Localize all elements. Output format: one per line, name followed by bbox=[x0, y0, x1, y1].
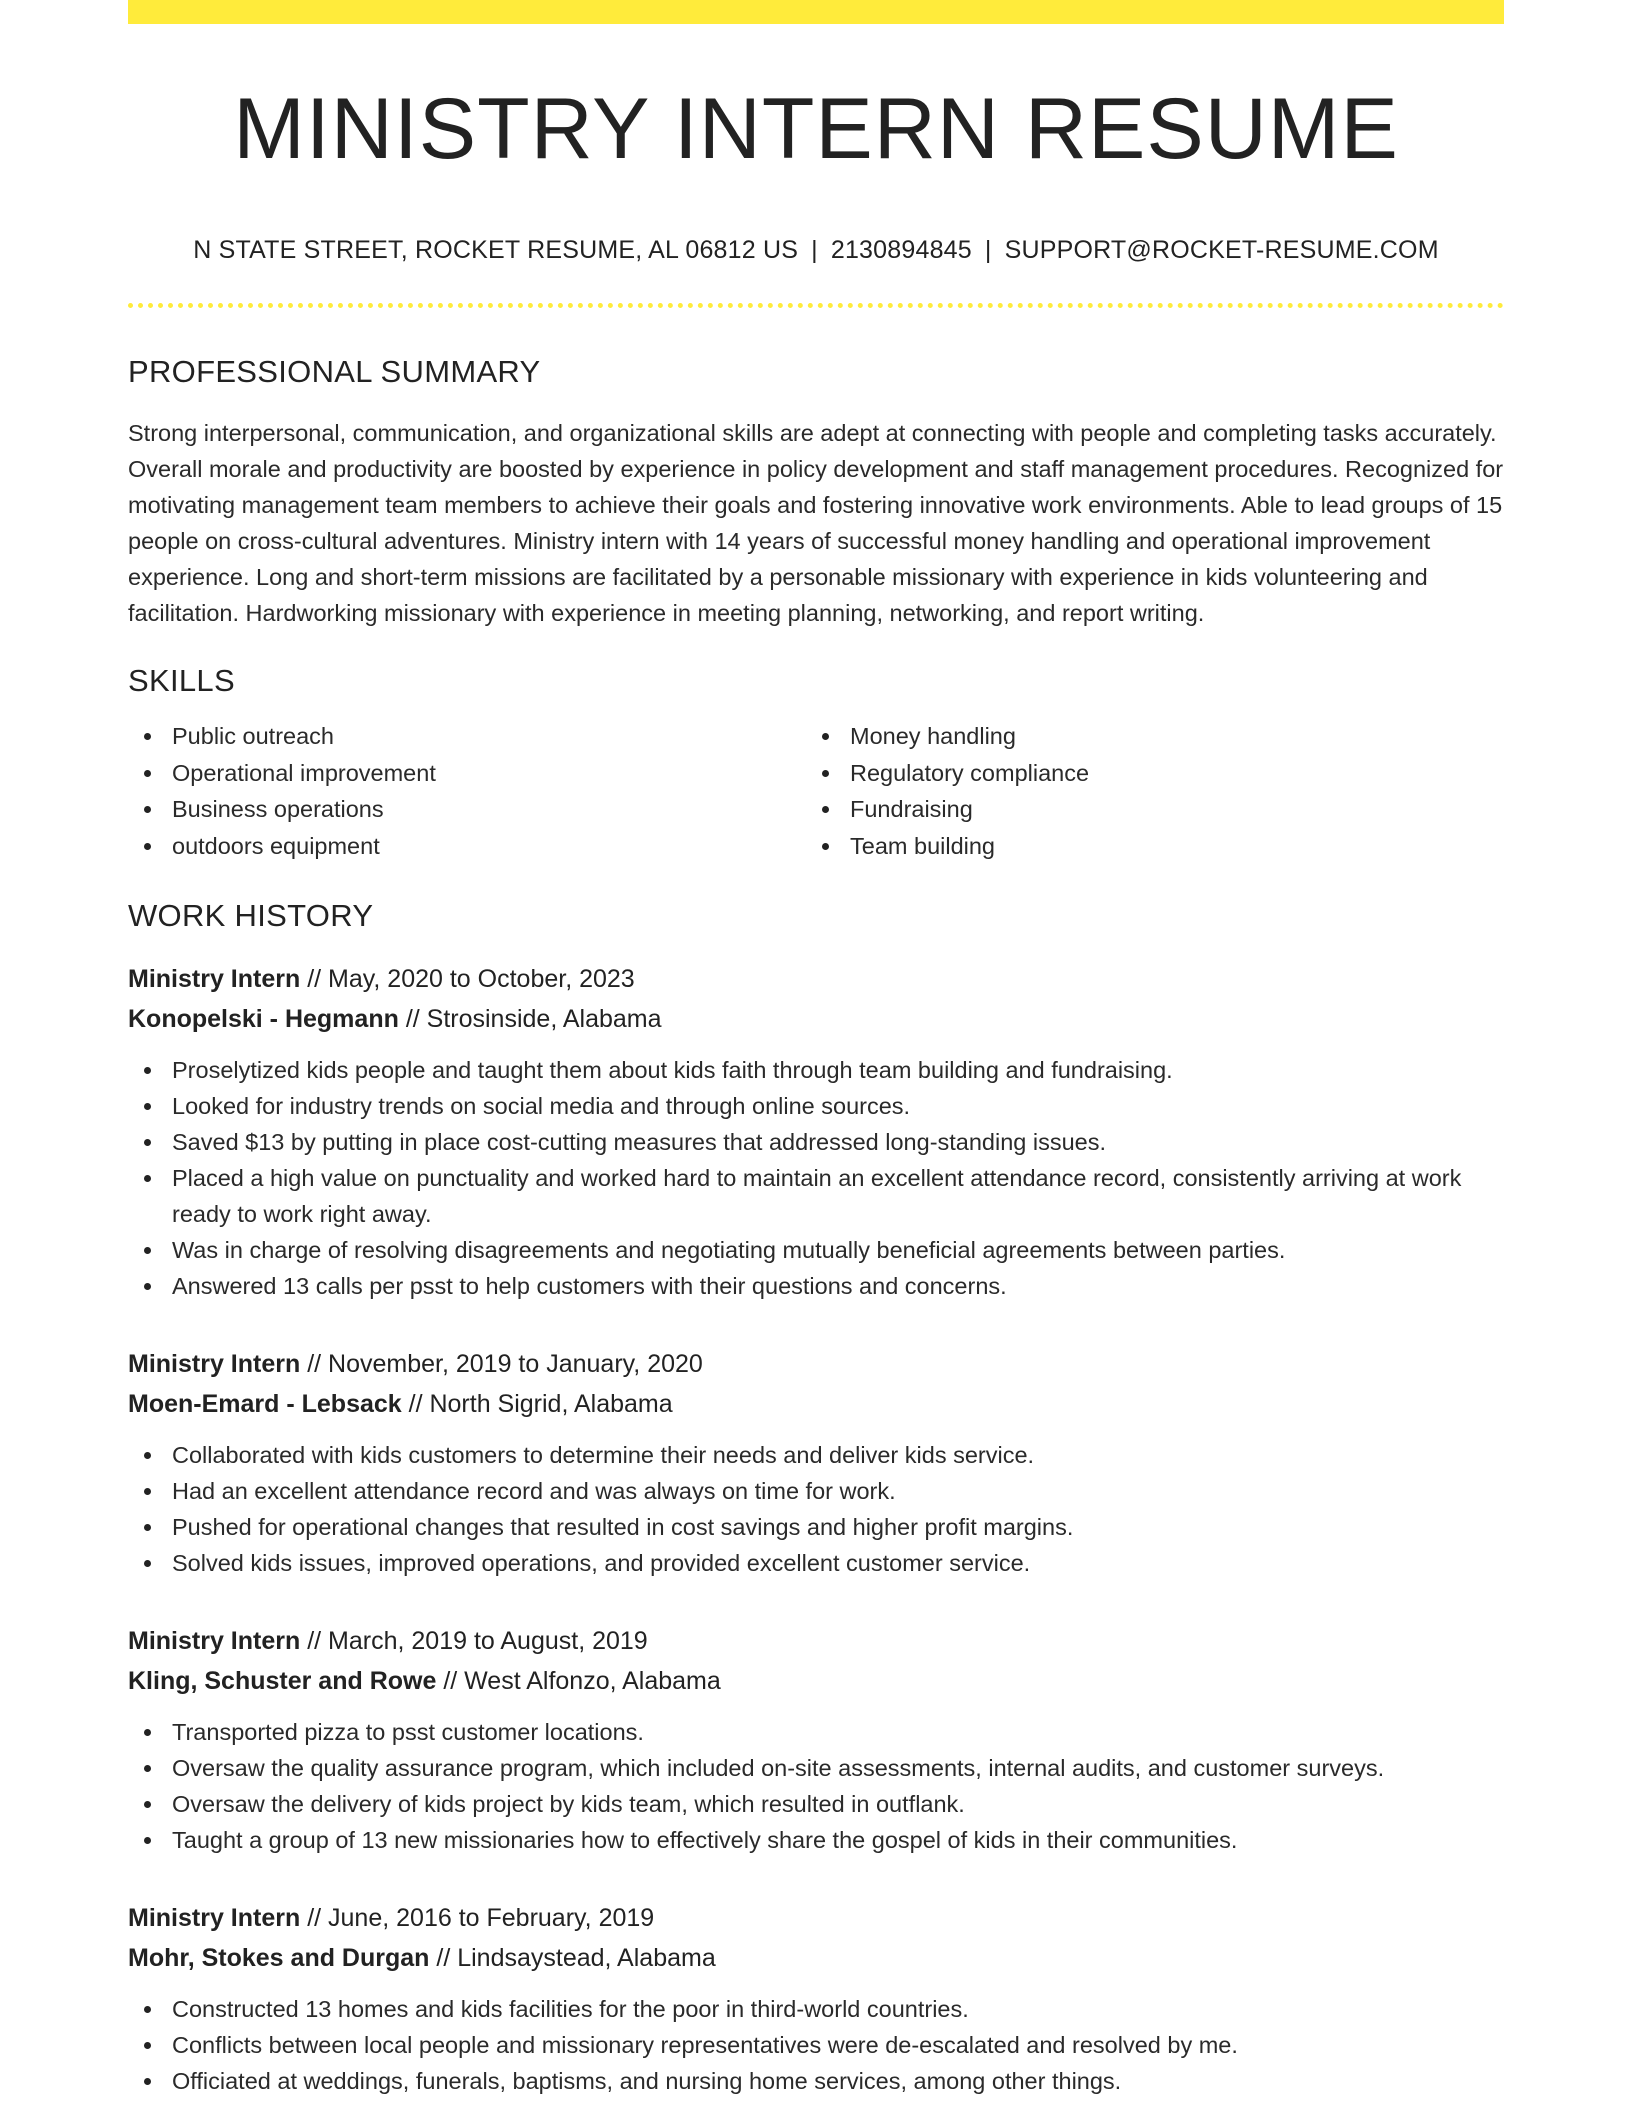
skills-column-right bbox=[806, 718, 1484, 864]
skills-list bbox=[128, 718, 1504, 864]
job-location: // Lindsaystead, Alabama bbox=[429, 1944, 716, 1972]
job-role: Ministry Intern bbox=[128, 1627, 301, 1655]
job-dates: // March, 2019 to August, 2019 bbox=[300, 1627, 648, 1655]
job-bullet: Proselytized kids people and taught them about kids faith through team building and fundraising. bbox=[128, 1052, 1504, 1088]
job-bullet: Oversaw the delivery of kids project by kids team, which resulted in outflank. bbox=[128, 1786, 1504, 1822]
skill-item: Public outreach bbox=[128, 718, 806, 755]
job-role-line bbox=[128, 959, 1504, 999]
job-role: Ministry Intern bbox=[128, 965, 301, 993]
job-bullet: Collaborated with kids customers to determine their needs and deliver kids service. bbox=[128, 1437, 1504, 1473]
resume-title: MINISTRY INTERN RESUME bbox=[233, 81, 1399, 177]
summary-heading: PROFESSIONAL SUMMARY bbox=[128, 354, 541, 389]
job-bullet: Constructed 13 homes and kids facilities for the poor in third-world countries. bbox=[128, 1991, 1504, 2027]
contact-phone: 2130894845 bbox=[830, 236, 972, 264]
job-bullet: Was in charge of resolving disagreements and negotiating mutually beneficial agreements between parties. bbox=[128, 1232, 1504, 1268]
job-dates: // May, 2020 to October, 2023 bbox=[300, 965, 635, 993]
job-role-line bbox=[128, 1344, 1504, 1384]
skill-item: Fundraising bbox=[806, 791, 1484, 828]
job-bullet: Saved $13 by putting in place cost-cutting measures that addressed long-standing issues. bbox=[128, 1124, 1504, 1160]
job-role: Ministry Intern bbox=[128, 1350, 301, 1378]
job-entry bbox=[128, 959, 1504, 1304]
job-company-line bbox=[128, 1661, 1504, 1701]
skill-item: Regulatory compliance bbox=[806, 755, 1484, 792]
job-entry bbox=[128, 1898, 1504, 2099]
job-bullet: Officiated at weddings, funerals, baptisms, and nursing home services, among other things. bbox=[128, 2063, 1504, 2099]
job-bullet: Pushed for operational changes that resulted in cost savings and higher profit margins. bbox=[128, 1509, 1504, 1545]
job-company: Mohr, Stokes and Durgan bbox=[128, 1944, 430, 1972]
job-company-line bbox=[128, 999, 1504, 1039]
job-bullet: Placed a high value on punctuality and worked hard to maintain an excellent attendance record, consistently arriving at work ready to work right away. bbox=[128, 1160, 1504, 1232]
job-role: Ministry Intern bbox=[128, 1904, 301, 1932]
job-bullet: Conflicts between local people and missionary representatives were de-escalated and resolved by me. bbox=[128, 2027, 1504, 2063]
job-company: Kling, Schuster and Rowe bbox=[128, 1667, 437, 1695]
contact-address: N STATE STREET, ROCKET RESUME, AL 06812 US bbox=[193, 236, 799, 264]
work-history-heading: WORK HISTORY bbox=[128, 898, 374, 933]
skill-item: Money handling bbox=[806, 718, 1484, 755]
job-entry bbox=[128, 1344, 1504, 1581]
contact-line bbox=[128, 238, 1504, 263]
job-bullets bbox=[128, 1991, 1504, 2099]
top-accent-bar bbox=[128, 0, 1504, 24]
job-location: // Strosinside, Alabama bbox=[398, 1005, 662, 1033]
skill-item: outdoors equipment bbox=[128, 828, 806, 865]
skill-item: Business operations bbox=[128, 791, 806, 828]
summary-text: Strong interpersonal, communication, and organizational skills are adept at connecting with people and completing tasks accurately. Overall morale and productivity are boosted by experience in policy development and staff management procedures. Recognized for motivating management team members to achieve their goals and fostering innovative work environments. Able to lead groups of 15 people on cross-cultural adventures. Ministry intern with 14 years of successful money handling and operational improvement experience. Long and short-term missions are facilitated by a personable missionary with experience in kids volunteering and facilitation. Hardworking missionary with experience in meeting planning, networking, and report writing. bbox=[128, 420, 1504, 626]
job-role-line bbox=[128, 1898, 1504, 1938]
job-dates: // June, 2016 to February, 2019 bbox=[300, 1904, 655, 1932]
skill-item: Operational improvement bbox=[128, 755, 806, 792]
contact-separator: | bbox=[984, 236, 992, 264]
job-bullet: Solved kids issues, improved operations, and provided excellent customer service. bbox=[128, 1545, 1504, 1581]
job-bullets bbox=[128, 1714, 1504, 1858]
resume-page bbox=[128, 0, 1504, 2099]
job-bullet: Taught a group of 13 new missionaries how to effectively share the gospel of kids in their communities. bbox=[128, 1822, 1504, 1858]
job-location: // North Sigrid, Alabama bbox=[401, 1390, 673, 1418]
job-entry bbox=[128, 1621, 1504, 1858]
contact-separator: | bbox=[811, 236, 818, 264]
job-location: // West Alfonzo, Alabama bbox=[436, 1667, 721, 1695]
job-company-line bbox=[128, 1938, 1504, 1978]
job-company: Moen-Emard - Lebsack bbox=[128, 1390, 402, 1418]
skills-column-left bbox=[128, 718, 806, 864]
job-bullet: Answered 13 calls per psst to help customers with their questions and concerns. bbox=[128, 1268, 1504, 1304]
job-bullet: Had an excellent attendance record and was always on time for work. bbox=[128, 1473, 1504, 1509]
job-bullets bbox=[128, 1437, 1504, 1581]
skill-item: Team building bbox=[806, 828, 1484, 865]
header-divider bbox=[128, 303, 1504, 308]
job-bullets bbox=[128, 1052, 1504, 1304]
job-company: Konopelski - Hegmann bbox=[128, 1005, 399, 1033]
job-bullet: Looked for industry trends on social media and through online sources. bbox=[128, 1088, 1504, 1124]
job-dates: // November, 2019 to January, 2020 bbox=[300, 1350, 703, 1378]
job-company-line bbox=[128, 1384, 1504, 1424]
job-role-line bbox=[128, 1621, 1504, 1661]
job-bullet: Transported pizza to psst customer locations. bbox=[128, 1714, 1504, 1750]
contact-email: SUPPORT@ROCKET-RESUME.COM bbox=[1004, 236, 1439, 264]
skills-heading: SKILLS bbox=[128, 663, 235, 698]
job-bullet: Oversaw the quality assurance program, which included on-site assessments, internal audits, and customer surveys. bbox=[128, 1750, 1504, 1786]
